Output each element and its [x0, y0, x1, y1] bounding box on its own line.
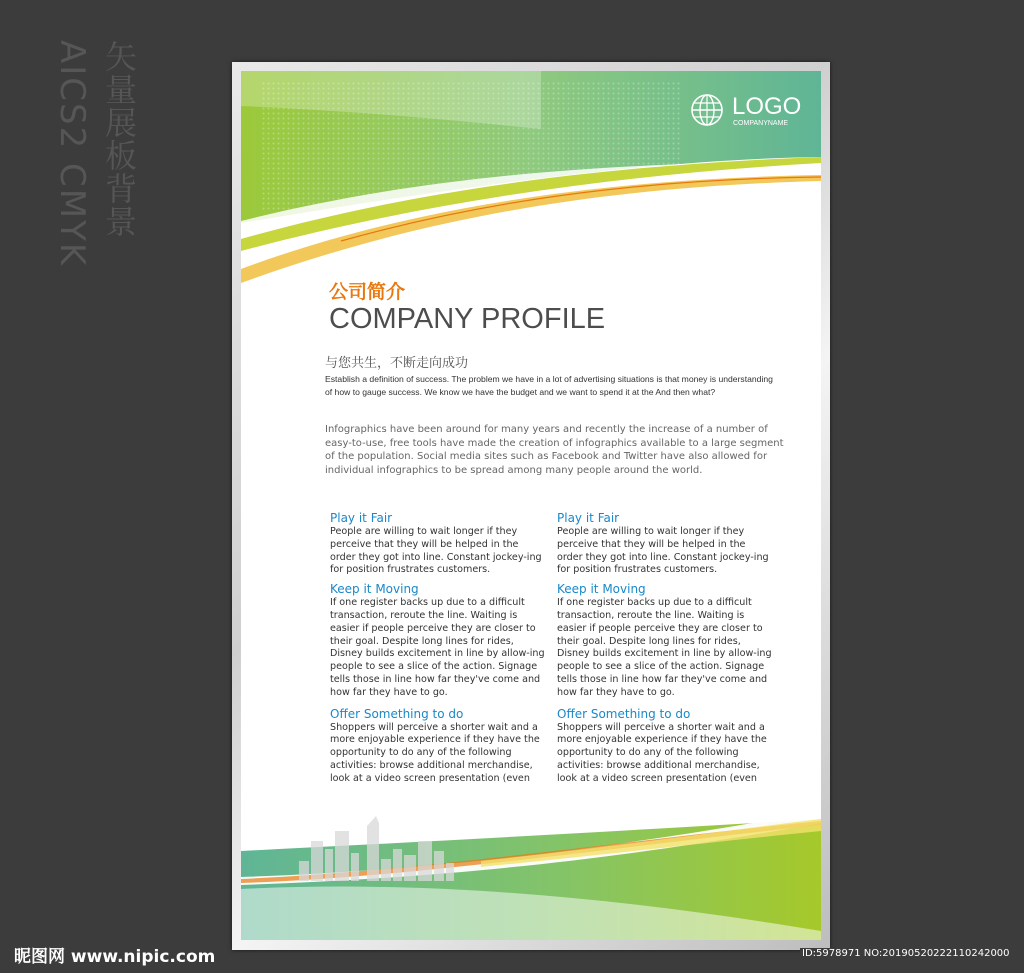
logo-company-name: COMPANYNAME — [733, 120, 789, 127]
globe-icon — [690, 93, 724, 127]
section-keep-it-moving — [330, 582, 545, 699]
section-offer-something — [330, 707, 545, 786]
section-heading: Play it Fair — [330, 511, 393, 525]
watermark-side-text — [52, 40, 138, 270]
section-keep-it-moving — [557, 582, 772, 699]
section-play-it-fair — [330, 511, 545, 577]
logo-text: LOGO — [732, 93, 802, 120]
body-paragraph: Infographics have been around for many years and recently the increase of a number of easy-to-use, free tools have made the creation of infographics available to a large segment of the population. Social media sites such as Facebook and Twitter have also allowed for individual infographics to be spread among many people around the world. — [325, 424, 784, 476]
section-heading: Offer Something to do — [557, 706, 691, 721]
section-play-it-fair — [557, 511, 772, 577]
section-body: Shoppers will perceive a shorter wait and a more enjoyable experience if they have the opportunity to do any of the following activities: browse additional merchandise, look at a video screen presentation (even — [557, 721, 767, 784]
section-body: Shoppers will perceive a shorter wait and a more enjoyable experience if they have the opportunity to do any of the following activities: browse additional merchandise, look at a video screen presentation (even — [330, 721, 540, 784]
section-heading: Play it Fair — [557, 511, 620, 525]
section-heading: Keep it Moving — [330, 582, 419, 597]
image-id: ID:5978971 NO:20190520222110242000 — [802, 948, 1010, 959]
section-heading: Offer Something to do — [330, 706, 464, 721]
poster-decoration — [241, 71, 821, 940]
section-body: People are willing to wait longer if they perceive that they will be helped in the order they got into line. Constant jockey-ing for position frustrates customers. — [557, 526, 769, 576]
section-heading: Keep it Moving — [557, 582, 646, 597]
side-text-cn: 矢量展板背景 — [100, 40, 138, 238]
company-logo — [690, 93, 810, 133]
section-body: If one register backs up due to a difficult transaction, reroute the line. Waiting is easier if people perceive they are closer to their goal. Despite long lines for rides, Disney builds excitement in line by allow-ing people to see a slice of the action. Signage tells those in line how far they've come and how far they have to go. — [330, 597, 545, 698]
page-title: COMPANY PROFILE — [329, 303, 606, 335]
left-column — [330, 511, 545, 786]
slogan: 与您共生，不断走向成功 — [325, 356, 469, 371]
side-text-en: AICS2 CMYK — [52, 40, 92, 268]
site-watermark: 昵图网 www.nipic.com — [14, 947, 216, 967]
section-body: If one register backs up due to a difficult transaction, reroute the line. Waiting is easier if people perceive they are closer to their goal. Despite long lines for rides, Disney builds excitement in line by allow-ing people to see a slice of the action. Signage tells those in line how far they've come and how far they have to go. — [557, 597, 772, 698]
title-chinese: 公司简介 — [329, 281, 406, 303]
right-column — [557, 511, 772, 786]
intro-text: Establish a definition of success. The problem we have in a lot of advertising situations is that money is understanding of how to gauge success. We know we have the budget and we want to spend it at the And then what? — [325, 374, 773, 397]
poster — [241, 71, 821, 940]
section-offer-something — [557, 707, 772, 786]
section-body: People are willing to wait longer if they perceive that they will be helped in the order they got into line. Constant jockey-ing for position frustrates customers. — [330, 526, 542, 576]
